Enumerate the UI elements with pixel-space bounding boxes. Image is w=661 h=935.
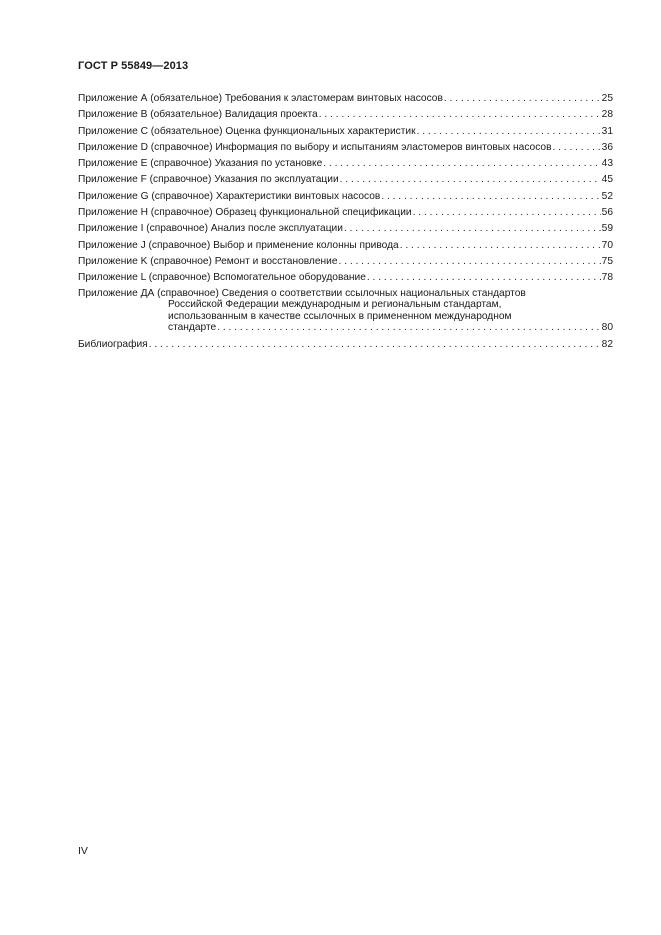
toc-entry-page: 75 xyxy=(601,255,613,267)
toc-entry-page: 80 xyxy=(601,322,613,334)
toc-entry-page: 56 xyxy=(601,207,613,219)
dot-leader xyxy=(217,322,600,334)
toc-entry-title: Приложение Е (справочное) Указания по установке xyxy=(78,158,323,170)
toc-entry-title: Приложение K (справочное) Ремонт и восстановление xyxy=(78,255,338,267)
toc-entry-page: 28 xyxy=(601,109,613,121)
toc-entry-title-line: Приложение ДА (справочное) Сведения о соответствии ссылочных национальных стандартов xyxy=(78,287,526,299)
dot-leader xyxy=(413,205,601,221)
page-number: IV xyxy=(78,845,88,857)
toc-entry xyxy=(78,205,613,221)
dot-leader xyxy=(319,107,601,123)
toc-entry-page: 82 xyxy=(601,338,613,350)
dot-leader xyxy=(149,337,601,353)
document-header: ГОСТ Р 55849—2013 xyxy=(78,60,189,72)
dot-leader xyxy=(344,221,601,237)
toc-entry-page: 70 xyxy=(601,239,613,251)
dot-leader xyxy=(323,156,600,172)
toc-entry-last-line xyxy=(78,322,613,334)
toc-entry-title-line: Российской Федерации международным и региональным стандартам, xyxy=(168,299,502,311)
toc-entry-page: 59 xyxy=(601,223,613,235)
toc-entry-title: Приложение G (справочное) Характеристики винтовых насосов xyxy=(78,190,381,202)
toc-entry-page: 45 xyxy=(601,174,613,186)
dot-leader xyxy=(339,254,601,270)
toc-entry-title: Приложение А (обязательное) Требования к эластомерам винтовых насосов xyxy=(78,93,443,104)
toc-entry xyxy=(78,254,613,270)
toc-entry-title-line: использованным в качестве ссылочных в примененном международном xyxy=(168,310,512,322)
toc-entry-title: Приложение В (обязательное) Валидация проекта xyxy=(78,109,318,121)
toc-entry xyxy=(78,221,613,237)
dot-leader xyxy=(340,172,601,188)
toc-entry xyxy=(78,124,613,140)
toc-entry-annex-da xyxy=(78,288,613,334)
dot-leader xyxy=(444,91,601,107)
toc-entry-title: Приложение Н (справочное) Образец функциональной спецификации xyxy=(78,207,412,219)
toc-entry-title: Приложение F (справочное) Указания по эксплуатации xyxy=(78,174,339,186)
toc-entry-title: Библиография xyxy=(78,338,148,350)
toc-entry-page: 36 xyxy=(601,141,613,153)
toc-entry xyxy=(78,91,613,107)
toc-entry-page: 78 xyxy=(601,272,613,284)
toc-entry xyxy=(78,172,613,188)
dot-leader xyxy=(381,189,600,205)
dot-leader xyxy=(400,238,601,254)
toc-entry-bibliography xyxy=(78,337,613,353)
table-of-contents xyxy=(78,91,613,353)
toc-entry xyxy=(78,189,613,205)
toc-entry-title: Приложение L (справочное) Вспомогательное оборудование xyxy=(78,272,366,284)
toc-entry-page: 52 xyxy=(601,190,613,202)
dot-leader xyxy=(417,124,601,140)
toc-entry-title: Приложение D (справочное) Информация по выбору и испытаниям эластомеров винтовых насосов xyxy=(78,141,552,153)
toc-entry-title: Приложение J (справочное) Выбор и применение колонны привода xyxy=(78,239,399,251)
dot-leader xyxy=(552,140,600,156)
toc-entry-title: Приложение С (обязательное) Оценка функциональных характеристик xyxy=(78,125,416,137)
toc-entry xyxy=(78,238,613,254)
toc-entry xyxy=(78,107,613,123)
dot-leader xyxy=(367,270,601,286)
toc-entry xyxy=(78,270,613,286)
toc-entry-page: 25 xyxy=(601,93,613,104)
toc-entry xyxy=(78,156,613,172)
toc-entry xyxy=(78,140,613,156)
toc-entry-title-line: стандарте xyxy=(168,322,217,334)
toc-entry-page: 43 xyxy=(601,158,613,170)
toc-entry-page: 31 xyxy=(601,125,613,137)
toc-entry-title: Приложение I (справочное) Анализ после эксплуатации xyxy=(78,223,343,235)
